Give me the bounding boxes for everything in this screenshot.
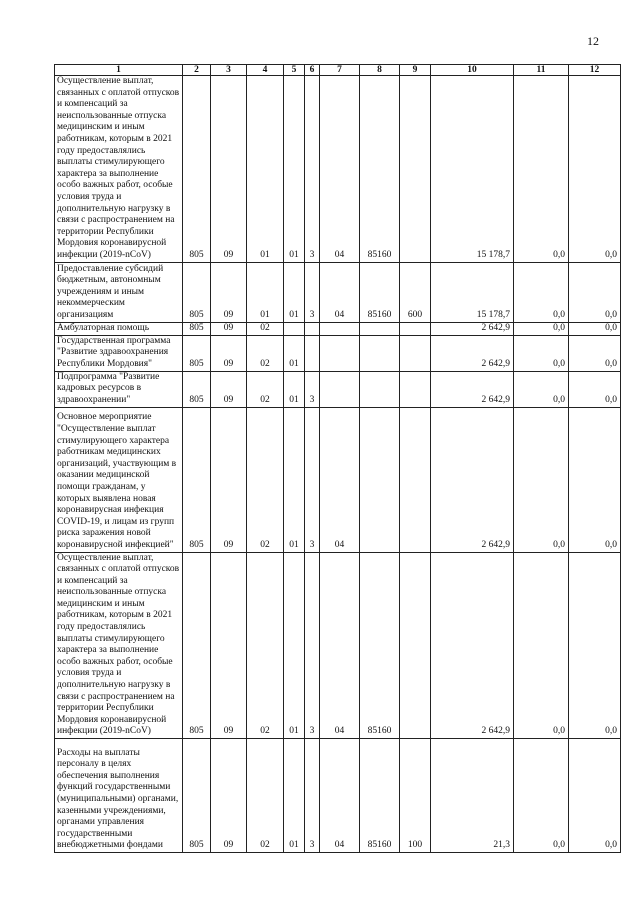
- cell-direction-code: 85160: [360, 552, 400, 739]
- cell-event-code: 04: [320, 552, 360, 739]
- cell-subsection-code: 02: [247, 552, 284, 739]
- cell-expense-type: [400, 76, 431, 263]
- column-header: 7: [320, 65, 360, 76]
- cell-ministry-code: 805: [183, 407, 211, 552]
- row-name: Осуществление выплат, связанных с оплатой отпусков и компенсаций за неиспользованные отпуска медицинским и иным работникам, которым в 2021 году предоставлялись выплаты стимулирующего характера за выполнение особо важных работ, особые условия труда и дополнительную нагрузку в связи с распространением на территории Республики Мордовия коронавирусной инфекции (2019-nCoV): [55, 552, 183, 739]
- cell-subprogram-code: 3: [305, 739, 320, 853]
- page-number: 12: [587, 34, 599, 48]
- cell-expense-type: [400, 407, 431, 552]
- cell-program-code: 01: [284, 739, 305, 853]
- cell-subsection-code: 02: [247, 407, 284, 552]
- cell-program-code: 01: [284, 552, 305, 739]
- cell-amount-2022: 0,0: [514, 739, 569, 853]
- cell-subprogram-code: 3: [305, 76, 320, 263]
- cell-amount-2022: 0,0: [514, 552, 569, 739]
- cell-program-code: 01: [284, 262, 305, 322]
- cell-direction-code: 85160: [360, 76, 400, 263]
- cell-direction-code: [360, 335, 400, 371]
- table-row: [55, 76, 621, 263]
- cell-subsection-code: 02: [247, 322, 284, 335]
- cell-program-code: 01: [284, 76, 305, 263]
- cell-subprogram-code: 3: [305, 371, 320, 407]
- cell-subprogram-code: 3: [305, 407, 320, 552]
- cell-section-code: 09: [211, 76, 247, 263]
- column-header: 3: [211, 65, 247, 76]
- table-row: [55, 739, 621, 853]
- table-row: [55, 322, 621, 335]
- column-header: 5: [284, 65, 305, 76]
- cell-amount-2023: 0,0: [569, 335, 621, 371]
- table-row: [55, 371, 621, 407]
- cell-amount-2022: 0,0: [514, 76, 569, 263]
- cell-ministry-code: 805: [183, 371, 211, 407]
- budget-table: [54, 64, 621, 853]
- cell-amount-2022: 0,0: [514, 371, 569, 407]
- column-header: 8: [360, 65, 400, 76]
- cell-section-code: 09: [211, 371, 247, 407]
- cell-amount-2023: 0,0: [569, 322, 621, 335]
- table-row: [55, 335, 621, 371]
- cell-ministry-code: 805: [183, 335, 211, 371]
- cell-amount-2022: 0,0: [514, 322, 569, 335]
- cell-amount-2022: 0,0: [514, 335, 569, 371]
- cell-subsection-code: 01: [247, 76, 284, 263]
- column-header: 9: [400, 65, 431, 76]
- cell-amount-2021: 2 642,9: [431, 335, 514, 371]
- cell-direction-code: [360, 407, 400, 552]
- row-name: Осуществление выплат, связанных с оплатой отпусков и компенсаций за неиспользованные отпуска медицинским и иным работникам, которым в 2021 году предоставлялись выплаты стимулирующего характера за выполнение особо важных работ, особые условия труда и дополнительную нагрузку в связи с распространением на территории Республики Мордовия коронавирусной инфекции (2019-nCoV): [55, 76, 183, 263]
- cell-amount-2023: 0,0: [569, 552, 621, 739]
- column-header: 12: [569, 65, 621, 76]
- cell-amount-2021: 2 642,9: [431, 371, 514, 407]
- table-row: [55, 552, 621, 739]
- cell-subsection-code: 01: [247, 262, 284, 322]
- row-name: Предоставление субсидий бюджетным, автономным учреждениям и иным некоммерческим организациям: [55, 262, 183, 322]
- cell-subprogram-code: [305, 322, 320, 335]
- cell-direction-code: [360, 371, 400, 407]
- cell-program-code: 01: [284, 335, 305, 371]
- cell-section-code: 09: [211, 322, 247, 335]
- cell-amount-2022: 0,0: [514, 262, 569, 322]
- cell-amount-2021: 2 642,9: [431, 552, 514, 739]
- cell-event-code: 04: [320, 262, 360, 322]
- row-name: Амбулаторная помощь: [55, 322, 183, 335]
- cell-direction-code: [360, 322, 400, 335]
- cell-event-code: [320, 335, 360, 371]
- cell-subprogram-code: 3: [305, 262, 320, 322]
- cell-subprogram-code: 3: [305, 552, 320, 739]
- cell-ministry-code: 805: [183, 262, 211, 322]
- cell-subsection-code: 02: [247, 371, 284, 407]
- cell-ministry-code: 805: [183, 76, 211, 263]
- row-name: Подпрограмма "Развитие кадровых ресурсов в здравоохранении": [55, 371, 183, 407]
- cell-expense-type: [400, 335, 431, 371]
- row-name: Государственная программа "Развитие здравоохранения Республики Мордовия": [55, 335, 183, 371]
- cell-amount-2021: 15 178,7: [431, 262, 514, 322]
- cell-program-code: 01: [284, 371, 305, 407]
- cell-expense-type: 100: [400, 739, 431, 853]
- cell-section-code: 09: [211, 407, 247, 552]
- cell-amount-2021: 2 642,9: [431, 322, 514, 335]
- cell-program-code: [284, 322, 305, 335]
- cell-expense-type: 600: [400, 262, 431, 322]
- cell-event-code: [320, 371, 360, 407]
- cell-ministry-code: 805: [183, 739, 211, 853]
- table-header-row: [55, 65, 621, 76]
- column-header: 2: [183, 65, 211, 76]
- cell-expense-type: [400, 552, 431, 739]
- cell-event-code: 04: [320, 739, 360, 853]
- column-header: 6: [305, 65, 320, 76]
- row-name: Расходы на выплаты персоналу в целях обеспечения выполнения функций государственными (муниципальными) органами, казенными учреждениями, органами управления государственными внебюджетными фондами: [55, 739, 183, 853]
- cell-amount-2021: 21,3: [431, 739, 514, 853]
- cell-event-code: [320, 322, 360, 335]
- cell-amount-2023: 0,0: [569, 371, 621, 407]
- cell-section-code: 09: [211, 739, 247, 853]
- cell-expense-type: [400, 371, 431, 407]
- cell-amount-2021: 2 642,9: [431, 407, 514, 552]
- cell-program-code: 01: [284, 407, 305, 552]
- column-header: 4: [247, 65, 284, 76]
- cell-section-code: 09: [211, 335, 247, 371]
- cell-amount-2023: 0,0: [569, 739, 621, 853]
- table-row: [55, 407, 621, 552]
- cell-subsection-code: 02: [247, 739, 284, 853]
- cell-event-code: 04: [320, 407, 360, 552]
- table-row: [55, 262, 621, 322]
- cell-amount-2023: 0,0: [569, 76, 621, 263]
- cell-section-code: 09: [211, 552, 247, 739]
- cell-amount-2022: 0,0: [514, 407, 569, 552]
- cell-amount-2021: 15 178,7: [431, 76, 514, 263]
- cell-event-code: 04: [320, 76, 360, 263]
- column-header: 1: [55, 65, 183, 76]
- cell-ministry-code: 805: [183, 552, 211, 739]
- cell-expense-type: [400, 322, 431, 335]
- column-header: 10: [431, 65, 514, 76]
- cell-direction-code: 85160: [360, 739, 400, 853]
- column-header: 11: [514, 65, 569, 76]
- cell-ministry-code: 805: [183, 322, 211, 335]
- cell-amount-2023: 0,0: [569, 407, 621, 552]
- cell-section-code: 09: [211, 262, 247, 322]
- row-name: Основное мероприятие "Осуществление выплат стимулирующего характера работникам медицинских организаций, участвующим в оказании медицинской помощи гражданам, у которых выявлена новая коронавирусная инфекция COVID-19, и лицам из групп риска заражения новой коронавирусной инфекцией": [55, 407, 183, 552]
- cell-direction-code: 85160: [360, 262, 400, 322]
- cell-subsection-code: 02: [247, 335, 284, 371]
- cell-subprogram-code: [305, 335, 320, 371]
- cell-amount-2023: 0,0: [569, 262, 621, 322]
